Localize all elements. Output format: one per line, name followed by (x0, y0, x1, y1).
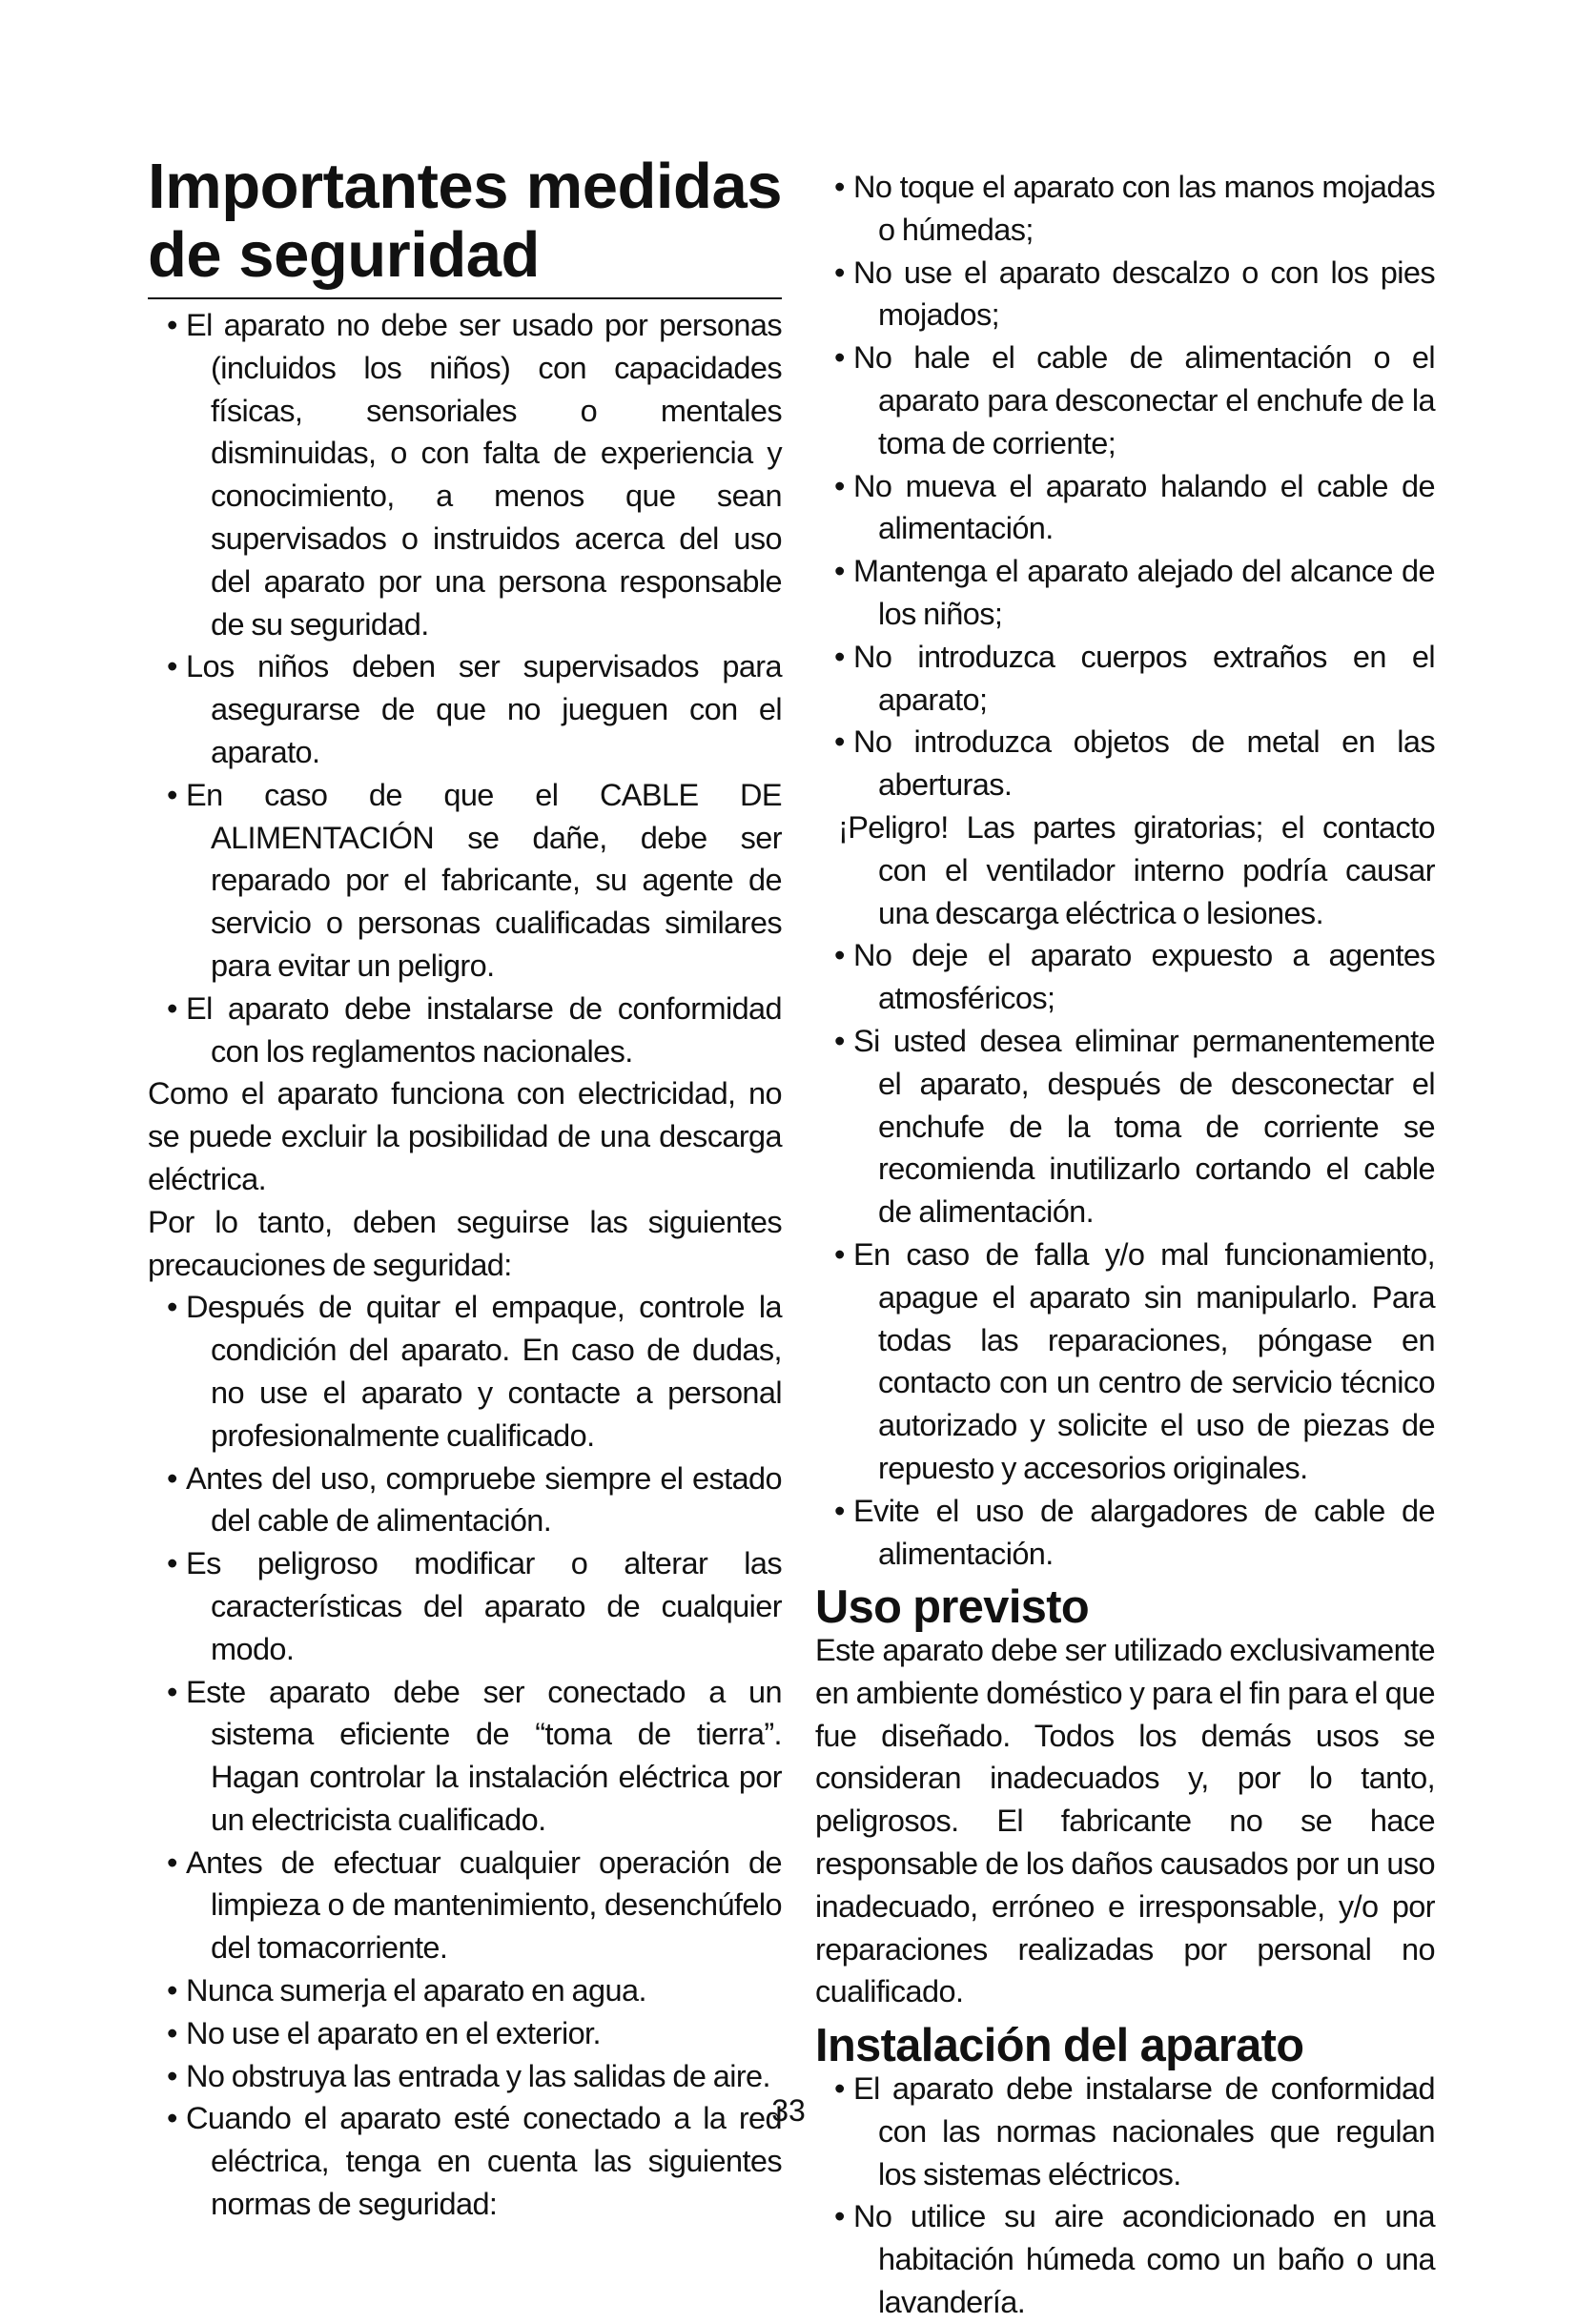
list-item: • Cuando el aparato esté conectado a la red eléctrica, tenga en cuenta las siguientes normas de seguridad: (167, 2101, 782, 2222)
list-item: • En caso de falla y/o mal funcionamiento, apague el aparato sin manipularlo. Para todas las reparaciones, póngase en contacto con un centro de servicio técnico autorizado y solicite el uso de piezas de repuesto y accesorios originales. (834, 1236, 1435, 1485)
precautions-list (148, 1286, 782, 2226)
list-item: • Los niños deben ser supervisados para asegurarse de que no jueguen con el aparato. (167, 649, 782, 769)
danger-warning: ¡Peligro! Las partes giratorias; el contacto con el ventilador interno podría causar una descarga eléctrica o lesiones. (838, 809, 1435, 930)
usage-warnings-list (815, 934, 1435, 1575)
list-item: • No obstruya las entrada y las salidas de aire. (167, 2058, 770, 2093)
list-item: • En caso de que el CABLE DE ALIMENTACIÓN se dañe, debe ser reparado por el fabricante, su agente de servicio o personas cualificadas similares para evitar un peligro. (167, 777, 782, 983)
list-item: • No use el aparato descalzo o con los pies mojados; (834, 255, 1435, 333)
right-column (815, 166, 1435, 2324)
list-item: • No hale el cable de alimentación o el aparato para desconectar el enchufe de la toma de corriente; (834, 340, 1435, 460)
list-item: • El aparato no debe ser usado por personas (incluidos los niños) con capacidades físicas, sensoriales o mentales disminuidas, o con falta de experiencia y conocimiento, a menos que sean supervisados o instruidos acerca del uso del aparato por una persona responsable de su seguridad. (167, 308, 782, 642)
list-item: • Evite el uso de alargadores de cable de alimentación. (834, 1493, 1435, 1571)
list-item: • No deje el aparato expuesto a agentes atmosféricos; (834, 938, 1435, 1016)
page-title: Importantes medidas de seguridad (148, 153, 782, 299)
left-column (148, 153, 782, 2226)
list-item: • Antes del uso, compruebe siempre el estado del cable de alimentación. (167, 1460, 782, 1539)
requirements-list (148, 304, 782, 1072)
list-item: • No mueva el aparato halando el cable de alimentación. (834, 468, 1435, 546)
list-item: • Es peligroso modificar o alterar las características del aparato de cualquier modo. (167, 1546, 782, 1666)
intended-use-paragraph: Este aparato debe ser utilizado exclusivamente en ambiente doméstico y para el fin para el que fue diseñado. Todos los demás usos se consideran inadecuados y, por lo tanto, peligrosos. El fabricante no se hace responsable de los daños causados por un uso inadecuado, erróneo e irresponsable, y/o por reparaciones realizadas por personal no cualificado. (815, 1633, 1435, 2009)
list-item: • No use el aparato en el exterior. (167, 2015, 601, 2050)
list-item: • Mantenga el aparato alejado del alcance de los niños; (834, 554, 1435, 631)
list-item: • No introduzca cuerpos extraños en el aparato; (834, 639, 1435, 717)
list-item: • Nunca sumerja el aparato en agua. (167, 1973, 646, 2008)
precautions-intro: Por lo tanto, deben seguirse las siguientes precauciones de seguridad: (148, 1204, 782, 1282)
page-number: 33 (771, 2093, 806, 2128)
list-item: • No introduzca objetos de metal en las aberturas. (834, 724, 1435, 803)
list-item: • Si usted desea eliminar permanentemente el aparato, después de desconectar el enchufe de la toma de corriente se recomienda inutilizarlo cortando el cable de alimentación. (834, 1023, 1435, 1230)
list-item: • El aparato debe instalarse de conformidad con los reglamentos nacionales. (167, 990, 782, 1069)
list-item: • No utilice su aire acondicionado en una habitación húmeda como un baño o una lavandería. (834, 2199, 1435, 2320)
list-item: • Después de quitar el empaque, controle la condición del aparato. En caso de dudas, no use el aparato y contacte a personal profesionalmente cualificado. (167, 1290, 782, 1453)
list-item: • No toque el aparato con las manos mojadas o húmedas; (834, 170, 1435, 247)
list-item: • Antes de efectuar cualquier operación de limpieza o de mantenimiento, desenchúfelo del tomacorriente. (167, 1845, 782, 1966)
installation-heading: Instalación del aparato (815, 2020, 1304, 2072)
intended-use-heading: Uso previsto (815, 1581, 1090, 1634)
electrical-safety-list (815, 166, 1435, 806)
list-item: • Este aparato debe ser conectado a un sistema eficiente de “toma de tierra”. Hagan controlar la instalación eléctrica por un electricista cualificado. (167, 1674, 782, 1837)
list-item: • El aparato debe instalarse de conformidad con las normas nacionales que regulan los sistemas eléctricos. (834, 2071, 1435, 2191)
electricity-paragraph: Como el aparato funciona con electricidad, no se puede excluir la posibilidad de una descarga eléctrica. (148, 1076, 782, 1196)
